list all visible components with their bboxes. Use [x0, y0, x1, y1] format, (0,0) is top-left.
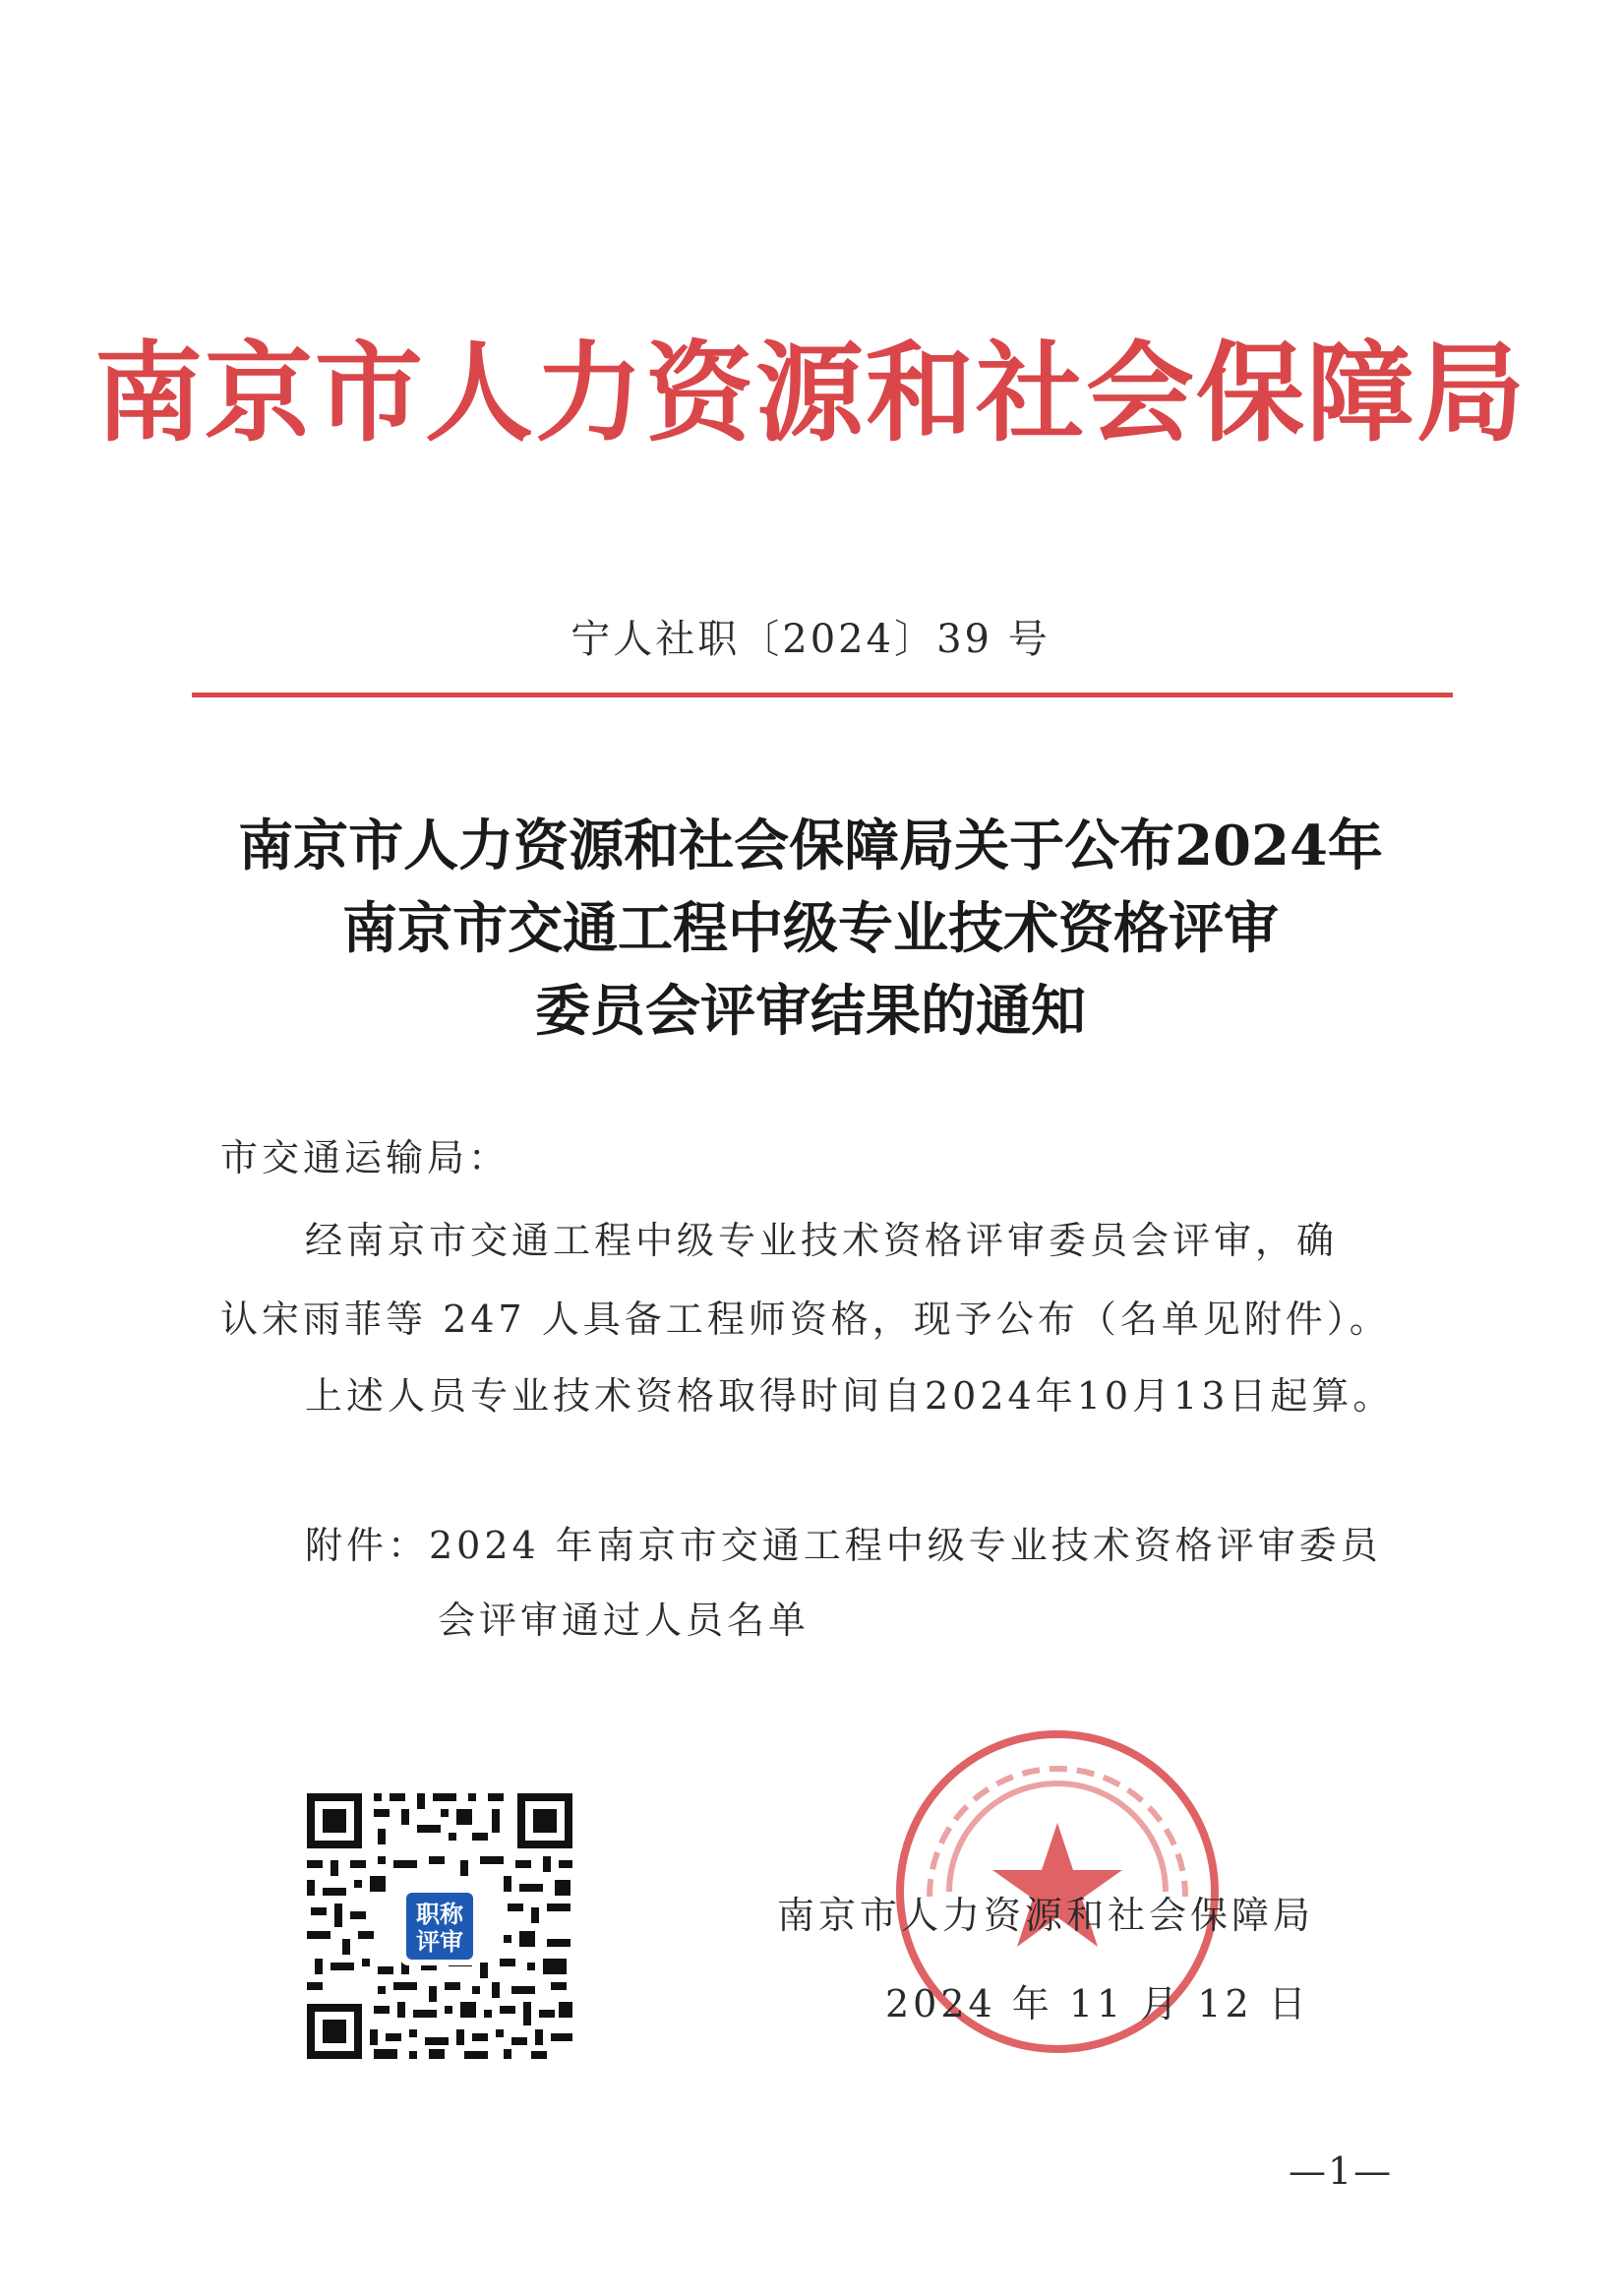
paragraph-line-2: 认宋雨菲等 247 人具备工程师资格，现予公布（名单见附件）。: [220, 1298, 1391, 1341]
document-number: 宁人社职〔2024〕39 号: [570, 617, 1051, 662]
addressee: 市交通运输局：: [220, 1136, 510, 1179]
page-number: —1—: [1289, 2149, 1394, 2193]
agency-title: 南京市人力资源和社会保障局: [94, 330, 1527, 456]
signature-date: 2024 年 11 月 12 日: [885, 1982, 1310, 2025]
notice-title-line-3: 委员会评审结果的通知: [535, 979, 1086, 1044]
qr-code-icon: [307, 1793, 572, 2059]
red-divider: [192, 693, 1453, 697]
attachment-line-1: 附件：2024 年南京市交通工程中级专业技术资格评审委员: [305, 1524, 1382, 1567]
notice-title-line-1: 南京市人力资源和社会保障局关于公布2024年: [238, 814, 1383, 878]
attachment-line-2: 会评审通过人员名单: [438, 1599, 810, 1642]
paragraph-line-1: 经南京市交通工程中级专业技术资格评审委员会评审，确: [305, 1219, 1339, 1262]
notice-title-line-2: 南京市交通工程中级专业技术资格评审: [342, 896, 1279, 961]
signer-name: 南京市人力资源和社会保障局: [777, 1894, 1315, 1937]
badge-line-2: 评审: [416, 1928, 463, 1956]
badge-line-1: 职称: [416, 1901, 463, 1928]
paragraph-line-3: 上述人员专业技术资格取得时间自2024年10月13日起算。: [305, 1374, 1395, 1418]
